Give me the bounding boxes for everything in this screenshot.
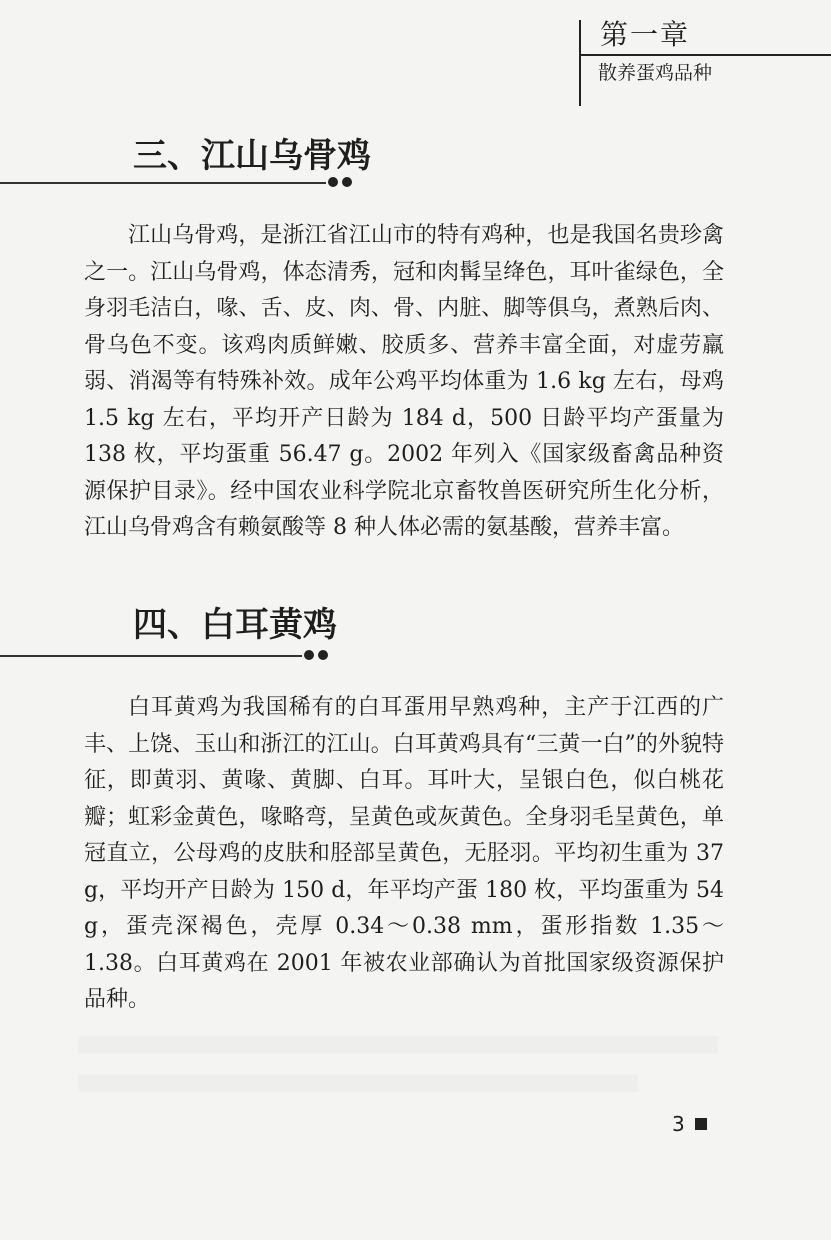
bleed-through-texture	[78, 1030, 728, 1113]
header-horizontal-rule	[579, 54, 831, 56]
section-body-jiangshan: 江山乌骨鸡，是浙江省江山市的特有鸡种，也是我国名贵珍禽之一。江山乌骨鸡，体态清秀，冠和肉髯呈绛色，耳叶雀绿色，全身羽毛洁白，喙、舌、皮、肉、骨、内脏、脚等俱乌，煮熟后肉、骨乌色不变。该鸡肉质鲜嫩、胶质多、营养丰富全面，对虚劳羸弱、消渴等有特殊补效。成年公鸡平均体重为 1.6 kg 左右，母鸡 1.5 kg 左右，平均开产日龄为 184 d，500 日龄平均产蛋量为 138 枚，平均蛋重 56.47 g。2002 年列入《国家级畜禽品种资源保护目录》。经中国农业科学院北京畜牧兽医研究所生化分析，江山乌骨鸡含有赖氨酸等 8 种人体必需的氨基酸，营养丰富。	[84, 223, 724, 540]
dot	[328, 177, 338, 187]
bleed-through-shapes	[78, 1030, 728, 1100]
page-number-marker	[695, 1118, 707, 1130]
section-rule	[0, 655, 302, 657]
dot	[318, 650, 328, 660]
section-title-jiangshan: 三、江山乌骨鸡	[133, 136, 371, 176]
dot	[342, 177, 352, 187]
dot	[304, 650, 314, 660]
section-rule	[0, 182, 326, 184]
section-rule-dots	[328, 177, 352, 187]
section-body-baier: 白耳黄鸡为我国稀有的白耳蛋用早熟鸡种，主产于江西的广丰、上饶、玉山和浙江的江山。白耳黄鸡具有“三黄一白”的外貌特征，即黄羽、黄喙、黄脚、白耳。耳叶大，呈银白色，似白桃花瓣；虹彩金黄色，喙略弯，呈黄色或灰黄色。全身羽毛呈黄色，单冠直立，公母鸡的皮肤和胫部呈黄色，无胫羽。平均初生重为 37 g，平均开产日龄为 150 d，年平均产蛋 180 枚，平均蛋重为 54 g，蛋壳深褐色，壳厚 0.34～0.38 mm，蛋形指数 1.35～1.38。白耳黄鸡在 2001 年被农业部确认为首批国家级资源保护品种。	[84, 695, 724, 1012]
section-title-baier: 四、白耳黄鸡	[133, 605, 337, 645]
page-number: 3	[672, 1112, 685, 1136]
section-rule-dots	[304, 650, 328, 660]
chapter-subtitle: 散养蛋鸡品种	[598, 62, 713, 84]
header-vertical-rule	[579, 20, 581, 106]
chapter-label: 第一章	[600, 18, 691, 51]
